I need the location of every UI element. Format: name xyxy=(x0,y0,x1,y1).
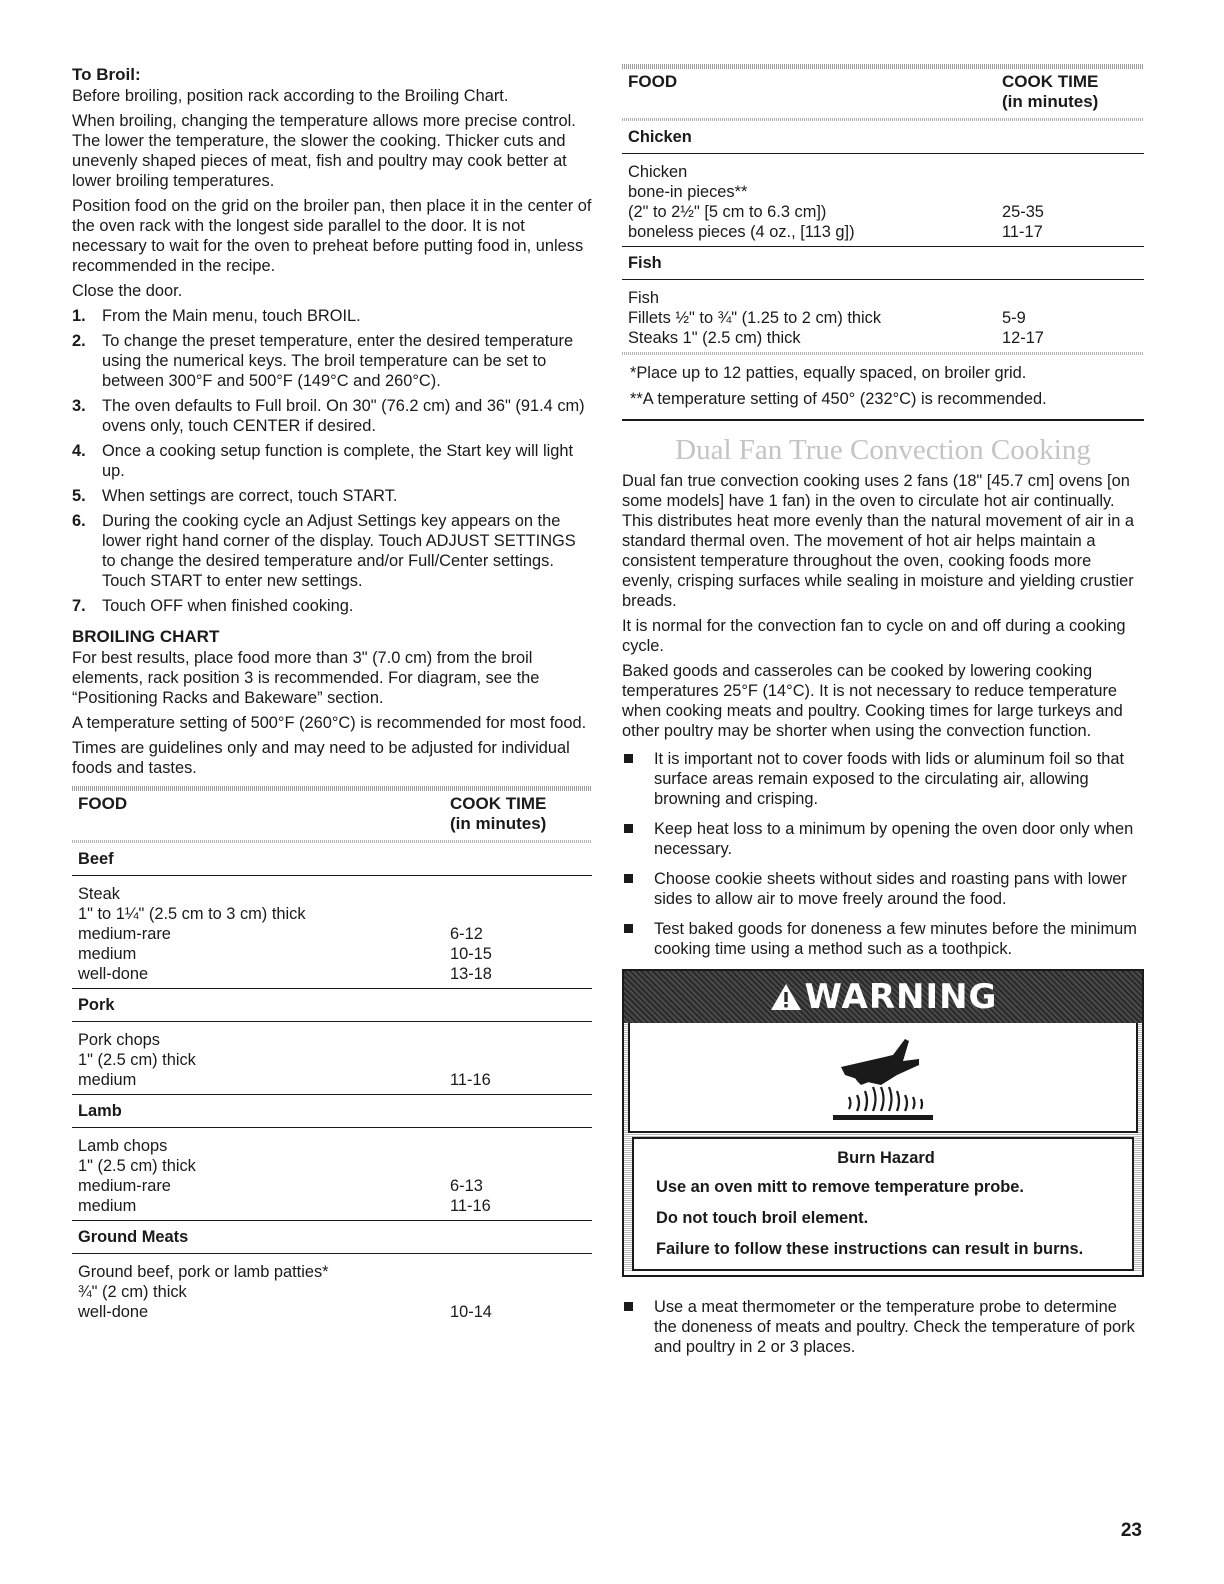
convection-paragraph-2: It is normal for the convection fan to cycle on and off during a cooking cycle. xyxy=(622,616,1126,655)
chart-paragraph-3: Times are guidelines only and may need to be adjusted for individual foods and tastes. xyxy=(72,739,570,777)
convection-paragraph-3: Baked goods and casseroles can be cooked by lowering cooking temperatures 25°F (14°C). It is not necessary to reduce temperature when cooking meats and poultry. Cooking times for large turkeys and other poultry may be shorter when using the convection function. xyxy=(622,661,1123,740)
table-row xyxy=(78,1136,586,1156)
table-row xyxy=(78,1196,586,1216)
convection-bullets xyxy=(622,749,1144,959)
step-number: 4. xyxy=(72,442,86,460)
page-number: 23 xyxy=(1120,1520,1142,1541)
header-cook-time-line1: COOK TIME xyxy=(1002,72,1099,91)
step-number: 6. xyxy=(72,512,86,530)
row-food: Fillets ½" to ¾" (1.25 to 2 cm) thick xyxy=(628,309,882,327)
row-time xyxy=(1002,182,1138,202)
header-cook-time-line1: COOK TIME xyxy=(450,794,547,813)
row-time: 10-15 xyxy=(450,945,492,963)
row-time: 12-17 xyxy=(1002,329,1044,347)
convection-section-title: Dual Fan True Convection Cooking xyxy=(675,433,1091,466)
row-time: 11-16 xyxy=(450,1071,491,1089)
table-bottom-rule xyxy=(622,352,1144,355)
row-time xyxy=(450,1136,586,1156)
category-fish: Fish xyxy=(622,247,1144,280)
group-beef xyxy=(72,876,592,989)
row-food: 1" to 1¼" (2.5 cm to 3 cm) thick xyxy=(78,905,306,923)
row-time xyxy=(1002,162,1138,182)
group-lamb xyxy=(72,1128,592,1221)
row-time: 5-9 xyxy=(1002,309,1026,327)
row-food: well-done xyxy=(78,965,149,983)
row-food: Steaks 1" (2.5 cm) thick xyxy=(628,329,801,347)
bullet-square-icon xyxy=(624,1302,633,1311)
row-time xyxy=(450,1262,586,1282)
row-food: well-done xyxy=(78,1303,149,1321)
row-food: ¾" (2 cm) thick xyxy=(78,1283,187,1301)
category-pork: Pork xyxy=(72,989,592,1022)
bullet-text: Use a meat thermometer or the temperature probe to determine the doneness of meats and poultry. Check the temperature of pork and poultry in 2 or 3 places. xyxy=(654,1297,1135,1356)
table-row xyxy=(78,1176,586,1196)
bullet-square-icon xyxy=(624,924,633,933)
chart-paragraph-1: For best results, place food more than 3" (7.0 cm) from the broil elements, rack position 3 is recommended. For diagram, see the “Positioning Racks and Bakeware” section. xyxy=(72,649,540,707)
row-food: Fish xyxy=(628,289,659,307)
bullet-square-icon xyxy=(624,824,633,833)
row-time xyxy=(450,1050,586,1070)
group-fish xyxy=(622,280,1144,352)
footnote-temperature: **A temperature setting of 450° (232°C) is recommended. xyxy=(630,390,1047,408)
row-time xyxy=(450,884,586,904)
warning-line-2: Do not touch broil element. xyxy=(656,1208,869,1227)
list-item xyxy=(622,919,1144,959)
step-number: 1. xyxy=(72,307,86,325)
broil-paragraph-2: When broiling, changing the temperature allows more precise control. The lower the temperature, the slower the cooking. Thicker cuts and unevenly shaped pieces of meat, fish and poultry may cook better at lower broiling temperatures. xyxy=(72,112,576,190)
list-item xyxy=(622,1297,1144,1357)
right-column xyxy=(622,64,1144,1367)
header-food: FOOD xyxy=(628,72,678,91)
group-ground-meats xyxy=(72,1254,592,1326)
table-row xyxy=(628,308,1138,328)
row-food: Steak xyxy=(78,885,120,903)
table-row xyxy=(78,964,586,984)
row-food: (2" to 2½" [5 cm to 6.3 cm]) xyxy=(628,203,827,221)
table-row xyxy=(628,202,1138,222)
row-food: medium xyxy=(78,1197,137,1215)
bullet-square-icon xyxy=(624,754,633,763)
step-text: From the Main menu, touch BROIL. xyxy=(102,307,361,325)
left-column xyxy=(72,64,592,1326)
table-row xyxy=(78,1282,586,1302)
warning-banner-text: WARNING xyxy=(804,976,998,1017)
broil-paragraph-3: Position food on the grid on the broiler pan, then place it in the center of the oven rack with the longest side parallel to the door. It is not necessary to wait for the oven to preheat before putting food in, unless recommended in the recipe. xyxy=(72,197,592,275)
bullet-text: Keep heat loss to a minimum by opening the oven door only when necessary. xyxy=(654,819,1134,858)
table-row xyxy=(78,1070,586,1090)
table-header xyxy=(622,69,1144,118)
step-text: The oven defaults to Full broil. On 30" (76.2 cm) and 36" (91.4 cm) ovens only, touch CENTER if desired. xyxy=(102,397,585,435)
row-food: 1" (2.5 cm) thick xyxy=(78,1157,196,1175)
warning-triangle-icon xyxy=(769,982,803,1012)
header-cook-time-line2: (in minutes) xyxy=(1002,92,1099,111)
broil-step xyxy=(72,331,592,391)
header-cook-time xyxy=(1002,72,1138,112)
broiling-chart-heading: BROILING CHART xyxy=(72,627,220,646)
row-time xyxy=(450,904,586,924)
row-time: 11-17 xyxy=(1002,223,1043,241)
broil-step xyxy=(72,511,592,591)
warning-pictogram-frame xyxy=(624,1023,1142,1133)
broil-step xyxy=(72,596,592,616)
warning-text-panel xyxy=(632,1137,1134,1271)
row-food: 1" (2.5 cm) thick xyxy=(78,1051,196,1069)
row-food: medium-rare xyxy=(78,1177,171,1195)
table-row xyxy=(78,1050,586,1070)
step-number: 5. xyxy=(72,487,86,505)
list-item xyxy=(622,819,1144,859)
list-item xyxy=(622,869,1144,909)
table-row xyxy=(628,328,1138,348)
table-row xyxy=(628,222,1138,242)
hot-surface-hand-icon xyxy=(823,1031,943,1123)
warning-pictogram xyxy=(628,1023,1138,1133)
broil-step xyxy=(72,306,592,326)
table-row xyxy=(78,944,586,964)
table-row xyxy=(78,1302,586,1322)
category-ground-meats: Ground Meats xyxy=(72,1221,592,1254)
row-food: bone-in pieces** xyxy=(628,183,748,201)
header-cook-time xyxy=(450,794,586,834)
bullet-text: It is important not to cover foods with lids or aluminum foil so that surface areas remain exposed to the circulating air, allowing browning and crisping. xyxy=(654,749,1125,808)
warning-line-3: Failure to follow these instructions can result in burns. xyxy=(656,1239,1084,1258)
convection-bullets-after-warning xyxy=(622,1297,1144,1357)
bullet-text: Choose cookie sheets without sides and roasting pans with lower sides to allow air to move freely around the food. xyxy=(654,869,1127,908)
table-row xyxy=(628,288,1138,308)
row-time xyxy=(450,1030,586,1050)
row-time: 25-35 xyxy=(1002,203,1044,221)
broil-step xyxy=(72,396,592,436)
row-time: 6-13 xyxy=(450,1177,483,1195)
warning-text-frame xyxy=(624,1133,1142,1271)
row-time xyxy=(450,1156,586,1176)
step-text: To change the preset temperature, enter the desired temperature using the numerical keys. The broil temperature can be set to between 300°F and 500°F (149°C and 260°C). xyxy=(102,332,574,390)
header-cook-time-line2: (in minutes) xyxy=(450,814,547,833)
row-food: Ground beef, pork or lamb patties* xyxy=(78,1263,329,1281)
row-food: Pork chops xyxy=(78,1031,160,1049)
table-header xyxy=(72,791,592,840)
bullet-text: Test baked goods for doneness a few minutes before the minimum cooking time using a method such as a toothpick. xyxy=(654,919,1137,958)
row-time: 10-14 xyxy=(450,1303,492,1321)
step-text: Once a cooking setup function is complete, the Start key will light up. xyxy=(102,442,574,480)
warning-box xyxy=(622,969,1144,1277)
table-row xyxy=(78,1262,586,1282)
broil-paragraph-1: Before broiling, position rack according to the Broiling Chart. xyxy=(72,87,509,105)
row-food: medium-rare xyxy=(78,925,171,943)
step-text: Touch OFF when finished cooking. xyxy=(102,597,354,615)
warning-line-1: Use an oven mitt to remove temperature probe. xyxy=(656,1177,1024,1196)
table-row xyxy=(78,1156,586,1176)
broiling-table-left xyxy=(72,786,592,1326)
table-row xyxy=(628,182,1138,202)
table-row xyxy=(78,904,586,924)
chart-paragraph-2: A temperature setting of 500°F (260°C) is recommended for most food. xyxy=(72,714,587,732)
step-number: 3. xyxy=(72,397,86,415)
step-number: 2. xyxy=(72,332,86,350)
table-row xyxy=(78,924,586,944)
broil-step xyxy=(72,486,592,506)
broiling-table-right xyxy=(622,64,1144,421)
category-lamb: Lamb xyxy=(72,1095,592,1128)
footnote-patties: *Place up to 12 patties, equally spaced, on broiler grid. xyxy=(630,364,1027,382)
row-time: 11-16 xyxy=(450,1197,491,1215)
step-number: 7. xyxy=(72,597,86,615)
broil-steps xyxy=(72,306,592,616)
convection-paragraph-1: Dual fan true convection cooking uses 2 fans (18" [45.7 cm] ovens [on some models] have 1 fan) in the oven to circulate hot air continually. This distributes heat more evenly than the natural movement of air in a standard thermal oven. The movement of hot air helps maintain a consistent temperature throughout the oven, cooking foods more evenly, crisping surfaces while sealing in moisture and yielding crustier breads. xyxy=(622,471,1135,610)
warning-banner xyxy=(624,971,1142,1023)
table-row xyxy=(628,162,1138,182)
row-time xyxy=(1002,288,1138,308)
bullet-square-icon xyxy=(624,874,633,883)
row-food: medium xyxy=(78,1071,137,1089)
row-food: boneless pieces (4 oz., [113 g]) xyxy=(628,223,855,241)
broil-step xyxy=(72,441,592,481)
category-chicken: Chicken xyxy=(622,121,1144,154)
header-food: FOOD xyxy=(78,794,128,813)
group-pork xyxy=(72,1022,592,1095)
section-divider xyxy=(622,419,1144,421)
row-food: Chicken xyxy=(628,163,688,181)
table-row xyxy=(78,1030,586,1050)
row-time: 13-18 xyxy=(450,965,492,983)
table-row xyxy=(78,884,586,904)
category-beef: Beef xyxy=(72,843,592,876)
list-item xyxy=(622,749,1144,809)
warning-title: Burn Hazard xyxy=(837,1148,935,1167)
step-text: During the cooking cycle an Adjust Settings key appears on the lower right hand corner of the display. Touch ADJUST SETTINGS to change the desired temperature and/or Full/Center settings. Touch START to enter new settings. xyxy=(102,512,576,590)
row-time: 6-12 xyxy=(450,925,483,943)
row-food: Lamb chops xyxy=(78,1137,168,1155)
step-text: When settings are correct, touch START. xyxy=(102,487,398,505)
to-broil-heading: To Broil: xyxy=(72,65,141,84)
broil-paragraph-4: Close the door. xyxy=(72,282,183,300)
row-food: medium xyxy=(78,945,137,963)
row-time xyxy=(450,1282,586,1302)
group-chicken xyxy=(622,154,1144,247)
